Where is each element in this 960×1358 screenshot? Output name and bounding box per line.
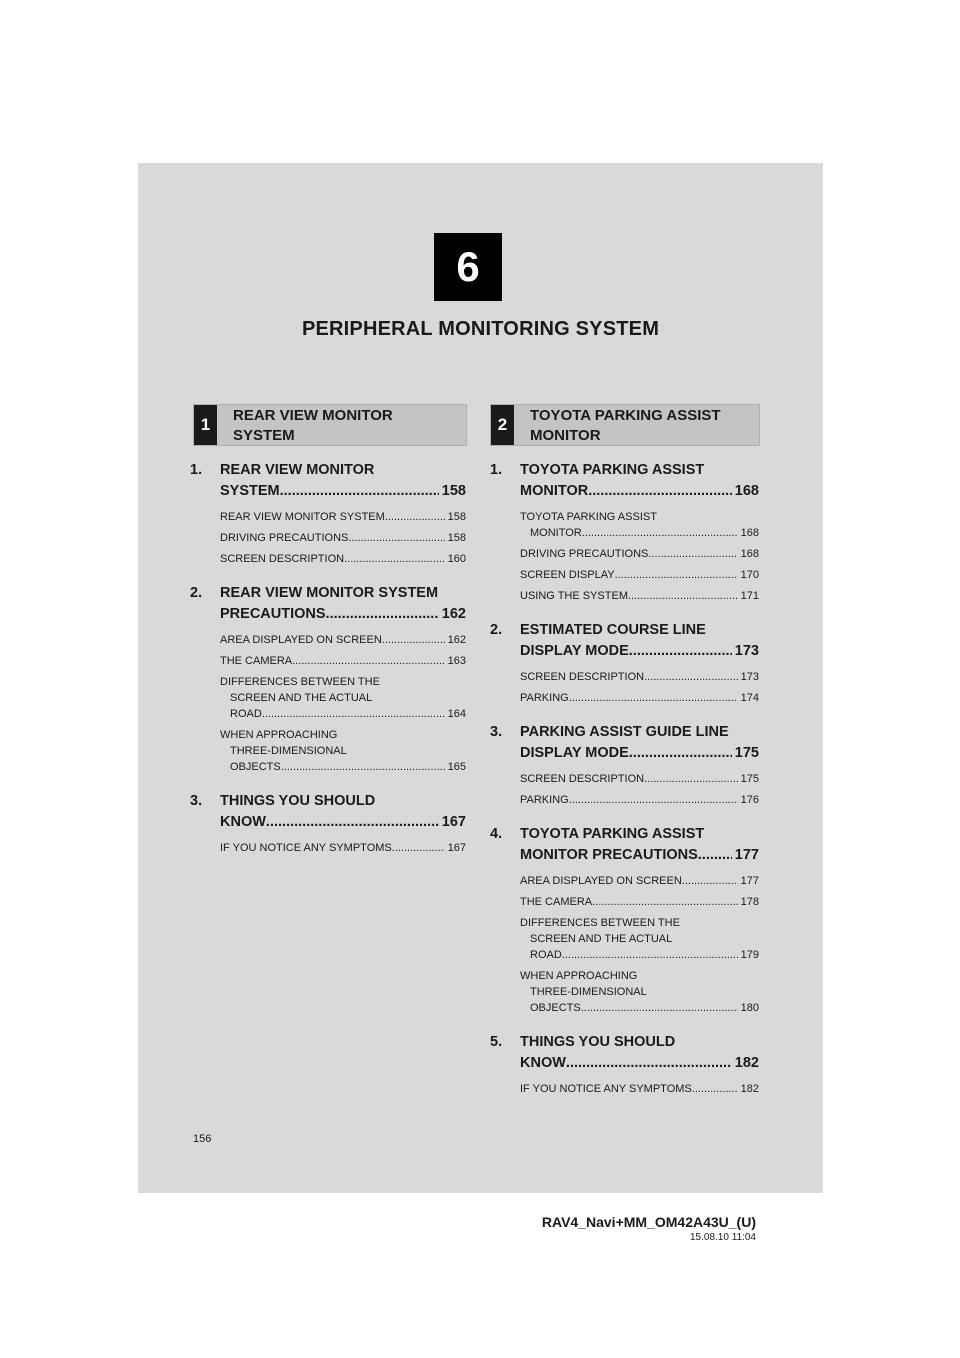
leader-dots	[581, 1000, 738, 1016]
toc-entry-title: TOYOTA PARKING ASSIST	[520, 826, 705, 842]
toc-entry-title: DISPLAY MODE	[520, 643, 629, 659]
toc-page-number: 168	[734, 483, 759, 499]
toc-subentry[interactable]	[490, 588, 759, 604]
leader-dots	[629, 641, 732, 662]
toc-entry-title-continued	[490, 845, 759, 866]
toc-subentry[interactable]	[490, 690, 759, 706]
leader-dots	[615, 567, 738, 583]
toc-entry-heading[interactable]	[490, 1032, 759, 1053]
toc-subentry-row	[520, 894, 759, 910]
print-timestamp: 15.08.10 11:04	[690, 1232, 756, 1243]
toc-subentry-text: SCREEN AND THE ACTUAL	[530, 933, 673, 945]
toc-subentry-row	[520, 947, 759, 963]
toc-subentry[interactable]	[490, 873, 759, 889]
toc-entry-heading[interactable]	[190, 791, 466, 812]
toc-page-number: 164	[447, 708, 466, 720]
toc-page-number: 177	[740, 875, 759, 887]
leader-dots	[292, 653, 445, 669]
toc-page-number: 158	[447, 532, 466, 544]
toc-entry-group	[490, 620, 759, 706]
toc-subentry-text: PARKING	[520, 692, 569, 704]
toc-page-number: 177	[734, 847, 759, 863]
toc-entry-group	[190, 791, 466, 856]
toc-page-number: 174	[740, 692, 759, 704]
section-title	[217, 405, 466, 445]
toc-entry-title: KNOW	[220, 814, 266, 830]
toc-page-number: 160	[447, 553, 466, 565]
toc-entry-title: MONITOR	[520, 483, 589, 499]
toc-subentry[interactable]	[490, 669, 759, 685]
toc-subentry-text: DIFFERENCES BETWEEN THE	[220, 676, 380, 688]
toc-subentry[interactable]	[190, 653, 466, 669]
toc-subentry-text: IF YOU NOTICE ANY SYMPTOMS	[520, 1083, 692, 1095]
toc-subentry-text: OBJECTS	[230, 761, 281, 773]
footer	[542, 1214, 756, 1243]
toc-subentry[interactable]	[190, 632, 466, 648]
toc-subentry-text: IF YOU NOTICE ANY SYMPTOMS	[220, 842, 392, 854]
leader-dots	[348, 530, 444, 546]
toc-entry-title: PRECAUTIONS	[220, 606, 326, 622]
toc-page-number: 168	[740, 548, 759, 560]
toc-subentry-text: SCREEN AND THE ACTUAL	[230, 692, 373, 704]
toc-subentry-row	[520, 567, 759, 583]
toc-entry-group	[190, 460, 466, 567]
toc-subentry-row	[220, 706, 466, 722]
leader-dots	[588, 481, 732, 502]
toc-subentry-row	[520, 669, 759, 685]
toc-subentry-text: DRIVING PRECAUTIONS	[520, 548, 649, 560]
toc-entry-title-continued	[190, 481, 466, 502]
toc-subentry-text: WHEN APPROACHING	[520, 970, 638, 982]
toc-subentry-text: USING THE SYSTEM	[520, 590, 628, 602]
toc-page-number: 167	[441, 814, 466, 830]
toc-entry-number: 1.	[190, 462, 203, 478]
toc-subentry-text: PARKING	[520, 794, 569, 806]
leader-dots	[648, 546, 737, 562]
toc-entry-number: 3.	[190, 793, 203, 809]
toc-entry-title-continued	[490, 743, 759, 764]
leader-dots	[281, 759, 445, 775]
toc-subentry-text: SCREEN DISPLAY	[520, 569, 615, 581]
chapter-number: 6	[456, 243, 480, 290]
toc-subentry-text: WHEN APPROACHING	[220, 729, 338, 741]
leader-dots	[582, 525, 738, 541]
toc-subentry-row	[220, 632, 466, 648]
leader-dots	[382, 632, 445, 648]
toc-entry-title: REAR VIEW MONITOR	[220, 462, 375, 478]
toc-subentry[interactable]	[490, 792, 759, 808]
leader-dots	[644, 669, 738, 685]
leader-dots	[629, 743, 732, 764]
toc-page-number: 182	[734, 1055, 759, 1071]
toc-column-2	[490, 460, 759, 1113]
toc-subentry-row	[220, 653, 466, 669]
toc-subentries	[190, 840, 466, 856]
toc-subentry-text: ROAD	[530, 949, 562, 961]
toc-subentry-text: SCREEN DESCRIPTION	[520, 671, 645, 683]
toc-subentries	[490, 873, 759, 1016]
toc-subentry-row	[520, 525, 759, 541]
toc-page-number: 158	[447, 511, 466, 523]
toc-entry-number: 3.	[490, 724, 503, 740]
toc-subentry-row	[220, 530, 466, 546]
toc-entry-number: 2.	[490, 622, 503, 638]
section-header-2	[490, 404, 760, 446]
toc-subentry-row	[520, 690, 759, 706]
leader-dots	[692, 1081, 738, 1097]
section-title-line: MONITOR	[530, 427, 601, 444]
toc-subentry[interactable]	[490, 1081, 759, 1097]
toc-subentry-row	[520, 546, 759, 562]
toc-entry-title: REAR VIEW MONITOR SYSTEM	[220, 585, 439, 601]
toc-subentry-text: SCREEN DESCRIPTION	[220, 553, 345, 565]
toc-entry-heading[interactable]	[190, 583, 466, 604]
toc-page-number: 162	[447, 634, 466, 646]
leader-dots	[644, 771, 738, 787]
section-title-line: TOYOTA PARKING ASSIST	[530, 407, 721, 424]
toc-subentries	[190, 509, 466, 567]
leader-dots	[262, 706, 445, 722]
toc-page-number: 173	[734, 643, 759, 659]
toc-entry-heading[interactable]	[490, 824, 759, 845]
toc-subentry[interactable]	[190, 530, 466, 546]
toc-entry-title-continued	[190, 604, 466, 625]
toc-entry-number: 4.	[490, 826, 503, 842]
toc-subentry-row	[520, 1000, 759, 1016]
toc-subentry[interactable]	[490, 567, 759, 583]
leader-dots	[266, 812, 439, 833]
leader-dots	[562, 947, 738, 963]
section-title-line: REAR VIEW MONITOR	[233, 407, 393, 424]
toc-page-number: 173	[740, 671, 759, 683]
section-title-line: SYSTEM	[233, 427, 295, 444]
toc-subentry[interactable]	[490, 546, 759, 562]
toc-entry-title: THINGS YOU SHOULD	[220, 793, 376, 809]
toc-entry-group	[490, 1032, 759, 1097]
toc-page-number: 171	[740, 590, 759, 602]
toc-subentry-text: AREA DISPLAYED ON SCREEN	[520, 875, 682, 887]
toc-page-number: 170	[740, 569, 759, 581]
toc-subentry[interactable]	[490, 771, 759, 787]
toc-page-number: 162	[441, 606, 466, 622]
toc-subentries	[490, 669, 759, 706]
toc-entry-title-continued	[190, 812, 466, 833]
chapter-number-badge	[434, 233, 502, 301]
toc-subentry-row	[520, 792, 759, 808]
toc-entry-heading[interactable]	[490, 620, 759, 641]
toc-subentry-text: SCREEN DESCRIPTION	[520, 773, 645, 785]
leader-dots	[682, 873, 738, 889]
toc-subentries	[490, 1081, 759, 1097]
toc-subentry[interactable]	[190, 727, 466, 775]
toc-subentries	[490, 509, 759, 604]
toc-subentry-text: REAR VIEW MONITOR SYSTEM	[220, 511, 385, 523]
toc-page-number: 179	[740, 949, 759, 961]
document-code: RAV4_Navi+MM_OM42A43U_(U)	[541, 1214, 756, 1230]
toc-subentry[interactable]	[490, 968, 759, 1016]
leader-dots	[344, 551, 445, 567]
toc-entry-group	[190, 583, 466, 775]
toc-entry-title-continued	[490, 641, 759, 662]
toc-subentry[interactable]	[190, 509, 466, 525]
leader-dots	[592, 894, 738, 910]
toc-entry-title: DISPLAY MODE	[520, 745, 629, 761]
toc-subentry-row	[220, 840, 466, 856]
toc-entry-number: 1.	[490, 462, 503, 478]
toc-subentry[interactable]	[190, 551, 466, 567]
page-number: 156	[193, 1133, 212, 1145]
toc-subentries	[490, 771, 759, 808]
toc-entry-heading[interactable]	[190, 460, 466, 481]
section-header-1	[193, 404, 467, 446]
toc-page-number: 178	[740, 896, 759, 908]
toc-entry-title: TOYOTA PARKING ASSIST	[520, 462, 705, 478]
toc-subentry-text: DIFFERENCES BETWEEN THE	[520, 917, 680, 929]
toc-subentry-text: TOYOTA PARKING ASSIST	[520, 511, 657, 523]
toc-subentry-text: OBJECTS	[530, 1002, 581, 1014]
toc-subentries	[190, 632, 466, 775]
toc-subentry[interactable]	[490, 509, 759, 541]
toc-page-number: 176	[740, 794, 759, 806]
toc-entry-title: MONITOR PRECAUTIONS	[520, 847, 698, 863]
toc-entry-heading[interactable]	[490, 460, 759, 481]
toc-subentry-text: THE CAMERA	[520, 896, 593, 908]
toc-subentry-text: THREE-DIMENSIONAL	[530, 986, 647, 998]
leader-dots	[326, 604, 439, 625]
toc-page-number: 163	[447, 655, 466, 667]
toc-page-number: 175	[734, 745, 759, 761]
toc-entry-group	[490, 722, 759, 808]
toc-subentry-text: ROAD	[230, 708, 262, 720]
toc-subentry-row	[220, 509, 466, 525]
leader-dots	[392, 840, 445, 856]
toc-subentry[interactable]	[490, 894, 759, 910]
toc-entry-number: 2.	[190, 585, 203, 601]
toc-entry-title-continued	[490, 1053, 759, 1074]
leader-dots	[280, 481, 439, 502]
leader-dots	[385, 509, 445, 525]
toc-subentry[interactable]	[190, 840, 466, 856]
toc-page-number: 165	[447, 761, 466, 773]
toc-entry-title: PARKING ASSIST GUIDE LINE	[520, 724, 729, 740]
toc-entry-group	[490, 460, 759, 604]
toc-subentry-row	[520, 588, 759, 604]
toc-page-number: 167	[447, 842, 466, 854]
toc-subentry-text: THREE-DIMENSIONAL	[230, 745, 347, 757]
toc-entry-title: SYSTEM	[220, 483, 280, 499]
toc-page-number: 180	[740, 1002, 759, 1014]
toc-subentry-row	[220, 759, 466, 775]
toc-subentry-row	[220, 551, 466, 567]
toc-subentry-text: MONITOR	[530, 527, 582, 539]
toc-page-number: 168	[740, 527, 759, 539]
toc-entry-title-continued	[490, 481, 759, 502]
leader-dots	[628, 588, 738, 604]
leader-dots	[566, 1053, 732, 1074]
leader-dots	[569, 792, 738, 808]
section-number: 2	[491, 405, 514, 445]
toc-subentry-row	[520, 873, 759, 889]
toc-entry-number: 5.	[490, 1034, 503, 1050]
toc-entry-heading[interactable]	[490, 722, 759, 743]
leader-dots	[698, 845, 732, 866]
toc-subentry-text: AREA DISPLAYED ON SCREEN	[220, 634, 382, 646]
toc-subentry-text: DRIVING PRECAUTIONS	[220, 532, 349, 544]
toc-subentry[interactable]	[190, 674, 466, 722]
section-number: 1	[194, 405, 217, 445]
chapter-title: PERIPHERAL MONITORING SYSTEM	[301, 318, 660, 340]
toc-subentry[interactable]	[490, 915, 759, 963]
toc-page-number: 175	[740, 773, 759, 785]
toc-entry-title: KNOW	[520, 1055, 566, 1071]
toc-subentry-row	[520, 1081, 759, 1097]
toc-entry-title: THINGS YOU SHOULD	[520, 1034, 676, 1050]
leader-dots	[569, 690, 738, 706]
section-title	[514, 405, 759, 445]
toc-subentry-text: THE CAMERA	[220, 655, 293, 667]
toc-column-1	[190, 460, 466, 872]
toc-entry-title: ESTIMATED COURSE LINE	[520, 622, 706, 638]
toc-entry-group	[490, 824, 759, 1016]
toc-page-number: 158	[441, 483, 466, 499]
toc-page-number: 182	[740, 1083, 759, 1095]
toc-subentry-row	[520, 771, 759, 787]
